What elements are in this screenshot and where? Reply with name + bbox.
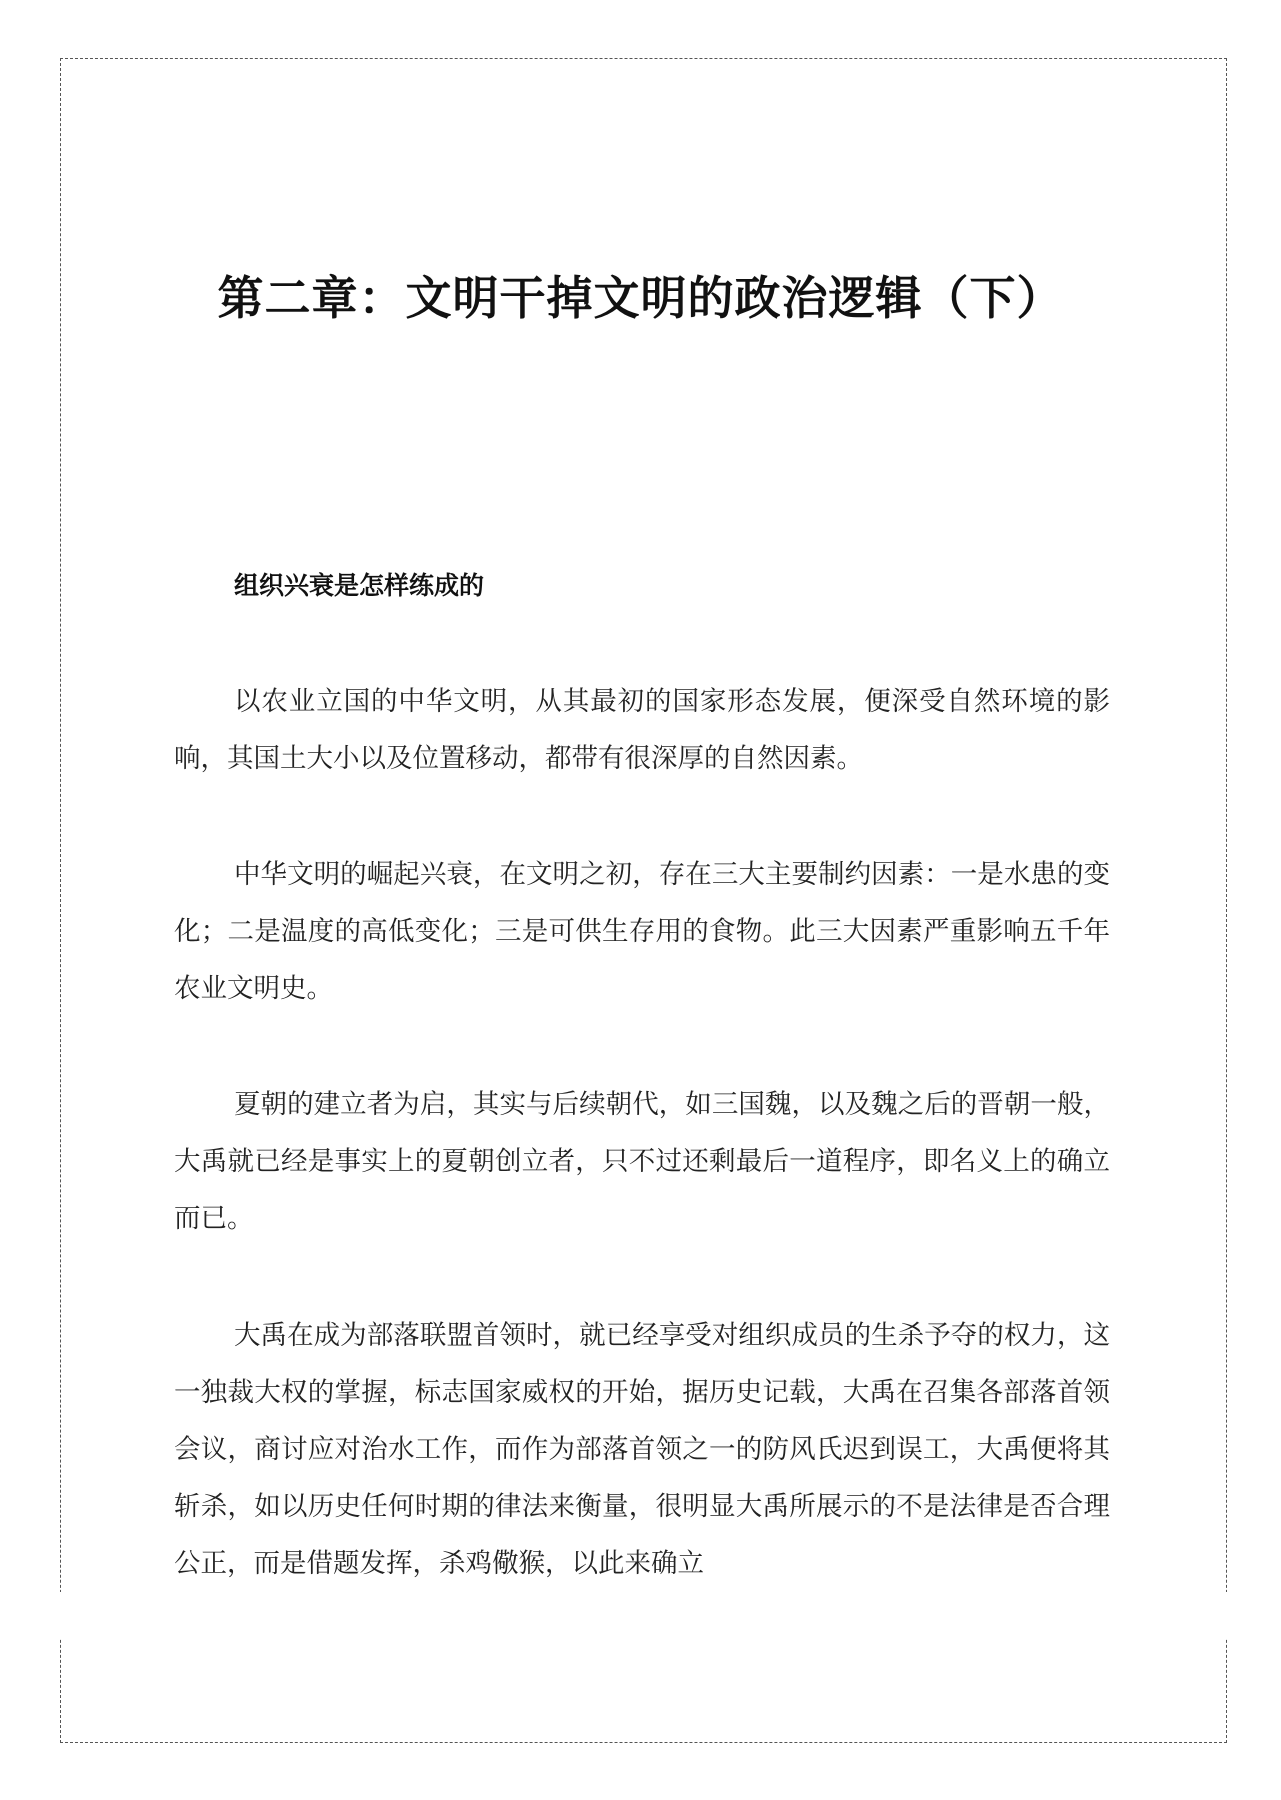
body-paragraph: 夏朝的建立者为启，其实与后续朝代，如三国魏，以及魏之后的晋朝一般，大禹就已经是事实上的夏朝创立者，只不过还剩最后一道程序，即名义上的确立而已。	[174, 1089, 1110, 1234]
body-paragraph: 大禹在成为部落联盟首领时，就已经享受对组织成员的生杀予夺的权力，这一独裁大权的掌握，标志国家威权的开始，据历史记载，大禹在召集各部落首领会议，商讨应对治水工作，而作为部落首领之一的防风氏迟到误工，大禹便将其斩杀，如以历史任何时期的律法来衡量，很明显大禹所展示的不是法律是否合理公正，而是借题发挥，杀鸡儆猴，以此来确立	[174, 1320, 1110, 1579]
chapter-title: 第二章：文明干掉文明的政治逻辑（下）	[217, 271, 1064, 325]
body-paragraph: 以农业立国的中华文明，从其最初的国家形态发展，便深受自然环境的影响，其国土大小以及位置移动，都带有很深厚的自然因素。	[174, 686, 1110, 774]
body-paragraph: 中华文明的崛起兴衰，在文明之初，存在三大主要制约因素：一是水患的变化；二是温度的高低变化；三是可供生存用的食物。此三大因素严重影响五千年农业文明史。	[174, 859, 1110, 1004]
border-gap-right	[1222, 1592, 1232, 1638]
border-gap-left	[56, 1592, 66, 1638]
section-heading: 组织兴衰是怎样练成的	[234, 571, 485, 600]
